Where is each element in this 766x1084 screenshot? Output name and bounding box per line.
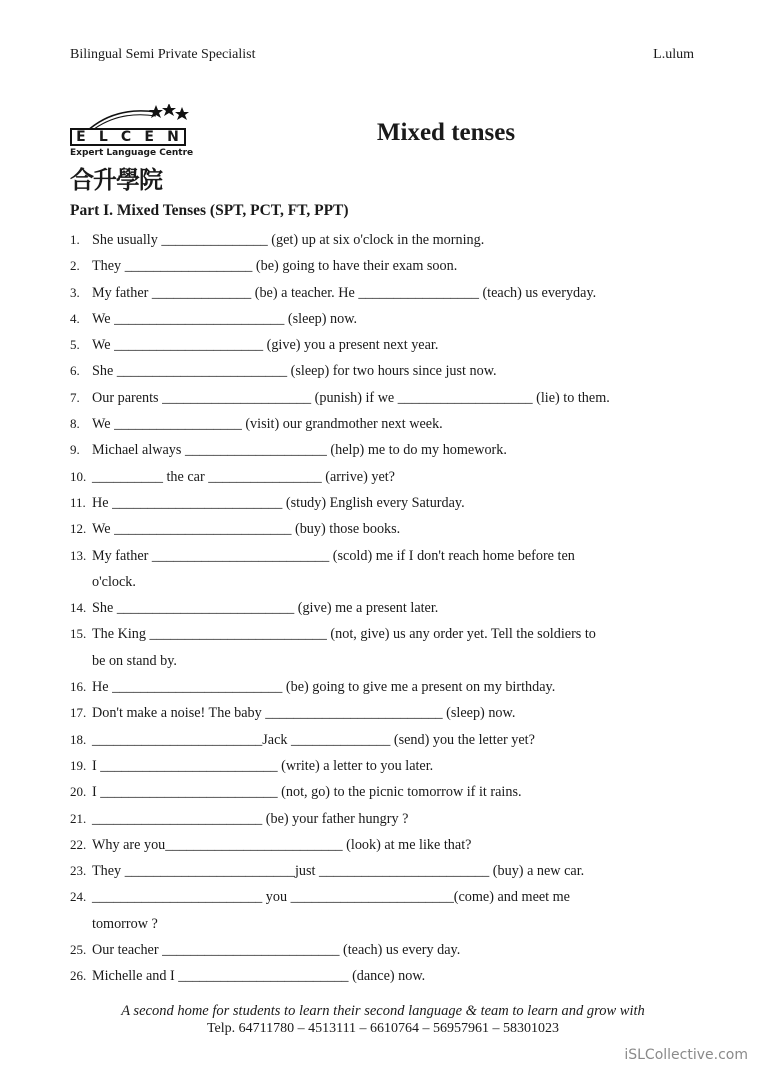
item-number: 15.	[70, 626, 87, 642]
exercise-item	[70, 727, 696, 753]
exercise-item	[70, 963, 696, 989]
item-sentence: Our parents _____________________ (punish) if we ___________________ (lie) to them.	[92, 389, 610, 406]
item-number: 7.	[70, 389, 80, 405]
exercise-list	[70, 227, 696, 990]
item-continuation: o'clock.	[92, 573, 136, 590]
logo-wordmark: E L C E N	[76, 129, 180, 145]
item-number: 8.	[70, 416, 80, 432]
item-sentence: Michelle and I ________________________ (dance) now.	[92, 968, 426, 985]
exercise-item	[70, 700, 696, 726]
exercise-item	[70, 464, 696, 490]
item-sentence: We ________________________ (sleep) now.	[92, 310, 358, 327]
item-sentence: They ________________________just ________________________ (buy) a new car.	[92, 863, 585, 880]
exercise-item	[70, 674, 696, 700]
item-continuation: tomorrow ?	[92, 915, 158, 932]
item-sentence: They __________________ (be) going to have their exam soon.	[92, 258, 458, 275]
exercise-item	[70, 832, 696, 858]
item-number: 12.	[70, 521, 87, 537]
exercise-item	[70, 358, 696, 384]
logo-subtitle: Expert Language Centre	[70, 148, 194, 158]
item-sentence: She _________________________ (give) me a present later.	[92, 600, 439, 617]
item-number: 11.	[70, 494, 86, 510]
exercise-item	[70, 516, 696, 542]
exercise-item	[70, 806, 696, 832]
exercise-item	[70, 490, 696, 516]
exercise-item	[70, 884, 696, 910]
header-school-name: Bilingual Semi Private Specialist	[70, 47, 256, 62]
item-number: 25.	[70, 942, 87, 958]
footer	[0, 1002, 766, 1038]
item-sentence: Why are you_________________________ (look) at me like that?	[92, 836, 472, 853]
logo-chinese-name: 合升學院	[70, 166, 162, 194]
exercise-item	[70, 411, 696, 437]
item-sentence: Don't make a noise! The baby _________________________ (sleep) now.	[92, 705, 516, 722]
exercise-item	[70, 306, 696, 332]
item-number: 16.	[70, 679, 87, 695]
item-number: 21.	[70, 810, 87, 826]
item-number: 22.	[70, 836, 87, 852]
item-sentence: __________ the car ________________ (arrive) yet?	[92, 468, 395, 485]
item-number: 5.	[70, 337, 80, 353]
exercise-item	[70, 621, 696, 647]
item-sentence: ________________________ you _______________________(come) and meet me	[92, 889, 570, 906]
item-number: 26.	[70, 968, 87, 984]
item-sentence: Michael always ____________________ (help) me to do my homework.	[92, 442, 507, 459]
item-sentence: He ________________________ (be) going to give me a present on my birthday.	[92, 679, 556, 696]
exercise-item	[70, 280, 696, 306]
footer-tagline: A second home for students to learn their second language & team to learn and grow with	[121, 1003, 645, 1019]
footer-telephone: Telp. 64711780 – 4513111 – 6610764 – 56957961 – 58301023	[206, 1021, 560, 1036]
item-sentence: I _________________________ (not, go) to the picnic tomorrow if it rains.	[92, 784, 522, 801]
exercise-item	[70, 753, 696, 779]
exercise-item	[70, 253, 696, 279]
item-number: 10.	[70, 468, 87, 484]
item-number: 2.	[70, 258, 80, 274]
elcen-logo	[70, 104, 200, 194]
exercise-item	[70, 543, 696, 569]
item-sentence: She usually _______________ (get) up at six o'clock in the morning.	[92, 232, 485, 248]
item-sentence: We _________________________ (buy) those books.	[92, 521, 401, 538]
item-number: 18.	[70, 731, 87, 747]
page-title: Mixed tenses	[376, 119, 516, 146]
exercise-item	[70, 858, 696, 884]
exercise-item	[70, 385, 696, 411]
item-sentence: She ________________________ (sleep) for two hours since just now.	[92, 363, 497, 380]
item-number: 17.	[70, 705, 87, 721]
item-number: 1.	[70, 232, 80, 247]
item-number: 4.	[70, 310, 80, 326]
item-number: 6.	[70, 363, 80, 379]
header-author: L.ulum	[653, 47, 694, 62]
item-number: 14.	[70, 600, 87, 616]
item-number: 23.	[70, 863, 87, 879]
item-sentence: My father ______________ (be) a teacher. He _________________ (teach) us everyday.	[92, 284, 597, 301]
item-number: 20.	[70, 784, 87, 800]
exercise-item	[70, 779, 696, 805]
item-number: 24.	[70, 889, 87, 905]
item-number: 19.	[70, 757, 87, 773]
item-sentence: We _____________________ (give) you a present next year.	[92, 337, 439, 354]
item-sentence: ________________________ (be) your father hungry ?	[92, 810, 409, 827]
exercise-item	[70, 595, 696, 621]
exercise-item	[70, 332, 696, 358]
watermark: iSLCollective.com	[624, 1047, 748, 1063]
item-continuation: be on stand by.	[92, 652, 177, 669]
item-number: 3.	[70, 284, 80, 300]
item-sentence: Our teacher _________________________ (teach) us every day.	[92, 942, 461, 959]
exercise-item	[70, 227, 696, 253]
item-number: 9.	[70, 442, 80, 458]
exercise-item	[70, 437, 696, 463]
part-heading: Part I. Mixed Tenses (SPT, PCT, FT, PPT)	[70, 202, 349, 219]
exercise-item	[70, 937, 696, 963]
item-sentence: The King _________________________ (not, give) us any order yet. Tell the soldiers to	[92, 626, 596, 643]
item-sentence: I _________________________ (write) a letter to you later.	[92, 757, 434, 774]
item-sentence: ________________________Jack ______________ (send) you the letter yet?	[92, 731, 535, 748]
item-sentence: My father _________________________ (scold) me if I don't reach home before ten	[92, 547, 575, 564]
item-number: 13.	[70, 547, 87, 563]
item-sentence: We __________________ (visit) our grandmother next week.	[92, 416, 443, 433]
item-sentence: He ________________________ (study) English every Saturday.	[92, 494, 465, 511]
